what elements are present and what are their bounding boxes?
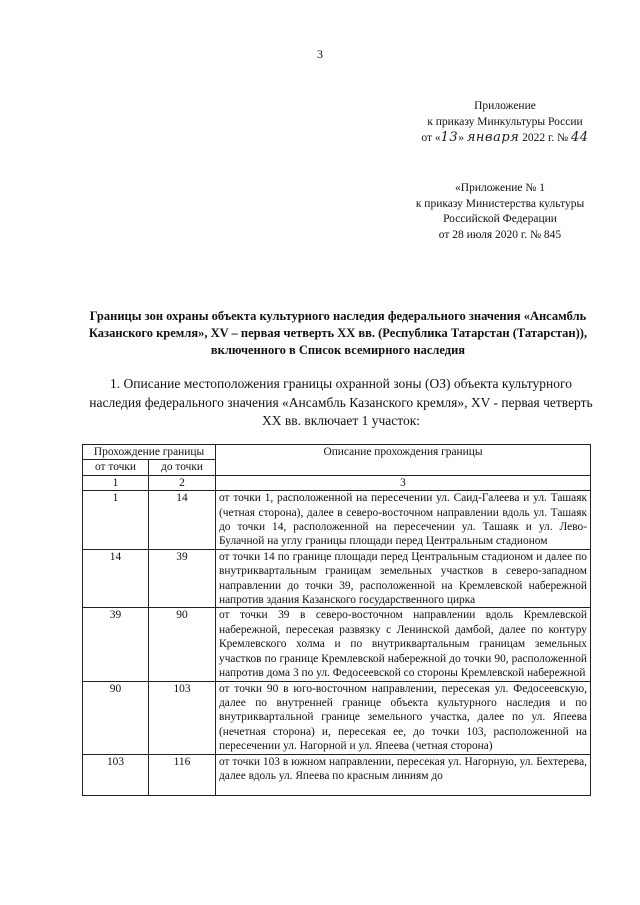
date-prefix: от «: [421, 132, 441, 144]
header-from-point: от точки: [83, 460, 149, 475]
handwritten-month: января: [466, 130, 520, 145]
from-point-cell: 90: [83, 681, 149, 754]
description-cell: от точки 1, расположенной на пересечении ул. Саид-Галеева и ул. Ташаяк (четная сторона), далее в северо-восточном направлении вдоль ул. Ташаяк до точки 14, расположенной на пересечении ул. Ташаяк и ул. Лево-Булачной на углу границы площади перед Центральным стадионом: [216, 491, 591, 550]
column-number: 2: [149, 475, 216, 490]
appendix-previous-block: [370, 181, 630, 243]
to-point-cell: 90: [149, 608, 216, 681]
to-point-cell: 103: [149, 681, 216, 754]
appendix-order-line: к приказу Минкультуры России: [427, 115, 583, 128]
description-cell: от точки 90 в юго-восточном направлении, пересекая ул. Федосеевскую, далее по внутренней границе объекта культурного наследия и по внутриквартальной границе земельного участка, далее по ул. Япеева (нечетная сторона) и, пересекая ее, до точки 103, расположенной на пересечении ул. Нагорной и ул. Япеева (четная сторона): [216, 681, 591, 754]
page-number: 3: [317, 47, 323, 61]
appendix-order-block: [380, 99, 630, 147]
table-row: [83, 491, 591, 550]
table-row: [83, 608, 591, 681]
to-point-cell: 14: [149, 491, 216, 550]
appendix-order-date: [380, 130, 630, 147]
description-cell: от точки 39 в северо-восточном направлении вдоль Кремлевской набережной, пересекая развязку с Ленинской дамбой, далее по контуру Кремлевского холма и по внутриквартальным границам земельных участков по границе Кремлевской набережной до точки 90, расположенной напротив дома 3 по ул. Федосеевской со стороны Кремлевской набережной: [216, 608, 591, 681]
to-point-cell: 39: [149, 549, 216, 608]
table-number-row: [83, 475, 591, 490]
appendix-prev-line1: «Приложение № 1: [455, 182, 545, 194]
column-number: 3: [216, 475, 591, 490]
handwritten-number: 44: [571, 130, 589, 145]
table-row: [83, 681, 591, 754]
from-point-cell: 103: [83, 754, 149, 795]
appendix-prev-line3: Российской Федерации: [443, 213, 557, 225]
section-intro: 1. Описание местоположения границы охранной зоны (ОЗ) объекта культурного наследия федерального значения «Ансамбль Казанского кремля», XV - первая четверть XX вв. включает 1 участок:: [89, 376, 593, 428]
description-cell: [216, 754, 591, 795]
from-point-cell: 39: [83, 608, 149, 681]
header-description: Описание прохождения границы: [216, 445, 591, 476]
appendix-prev-line2: к приказу Министерства культуры: [415, 197, 585, 210]
header-to-point: до точки: [149, 460, 216, 475]
date-year: 2022 г. №: [522, 132, 569, 144]
table-row: [83, 754, 591, 795]
from-point-cell: 1: [83, 491, 149, 550]
table-row: [83, 549, 591, 608]
border-description-table: [82, 444, 591, 796]
header-passage: Прохождение границы: [83, 445, 216, 460]
handwritten-day: 13: [440, 130, 459, 145]
appendix-prev-line4: от 28 июля 2020 г. № 845: [438, 228, 562, 241]
table-header-row: [83, 445, 591, 460]
date-mid: »: [458, 132, 464, 144]
column-number: 1: [83, 475, 149, 490]
description-cell: от точки 14 по границе площади перед Центральным стадионом и далее по внутриквартальным границам земельных участков в северо-западном направлении до точки 39, расположенной на Кремлевской набережной напротив здания Казанского государственного цирка: [216, 549, 591, 608]
appendix-title: Приложение: [474, 100, 536, 112]
document-title: Границы зон охраны объекта культурного наследия федерального значения «Ансамбль Казанского кремля», XV – первая четверть XX вв. (Республика Татарстан (Татарстан)), включенного в Список всемирного наследия: [88, 309, 588, 357]
to-point-cell: 116: [149, 754, 216, 795]
from-point-cell: 14: [83, 549, 149, 608]
description-text-truncated: от точки 103 в южном направлении, пересекая ул. Нагорную, ул. Бехтерева, далее вдоль ул. Япеева по красным линиям до: [219, 755, 587, 782]
